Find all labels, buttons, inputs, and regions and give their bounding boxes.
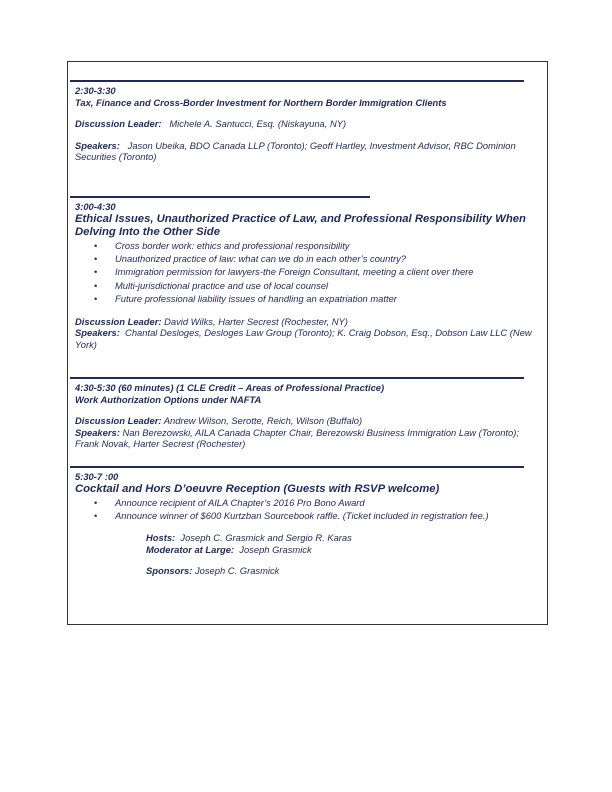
session-subtitle: Work Authorization Options under NAFTA: [75, 393, 262, 405]
leader-label: Discussion Leader: [75, 415, 159, 426]
section-divider: [70, 80, 524, 82]
list-item: • Announce recipient of AILA Chapter’s 2016 Pro Bono Award: [115, 496, 541, 509]
session-tax-finance: [75, 85, 541, 163]
speakers-label: Speakers: [75, 327, 117, 339]
hosts-value: Joseph C. Grasmick and Sergio R. Karas: [180, 532, 352, 544]
moderator-label: Moderator at Large:: [146, 543, 235, 555]
list-item: • Multi-jurisdictional practice and use of local counsel: [115, 279, 541, 292]
session-reception: [75, 471, 541, 577]
leader-value: Andrew Wilson, Serotte, Reich, Wilson (Buffalo): [163, 415, 363, 426]
leader-label: Discussion Leader: [75, 118, 159, 129]
speakers-label: Speakers: [75, 139, 117, 151]
session-work-authorization: [75, 382, 541, 450]
topic-list: [75, 239, 541, 306]
session-time-title: 4:30-5:30 (60 minutes) (1 CLE Credit – Areas of Professional Practice): [75, 382, 385, 393]
hosts: [75, 532, 541, 544]
speakers-value: Chantal Desloges, Desloges Law Group (Toronto); K. Craig Dobson, Esq., Dobson Law LLC (New York): [75, 327, 532, 350]
speakers: Speakers: Nan Berezowski, AILA Canada Chapter Chair, Berezowski Business Immigration Law (Toronto); Frank Novak, Harter Secrest (Rochester): [75, 426, 519, 449]
leader-label: Discussion Leader: [75, 315, 159, 327]
list-item: • Immigration permission for lawyers-the Foreign Consultant, meeting a client over there: [115, 265, 541, 278]
speakers: Speakers: Chantal Desloges, Desloges Law Group (Toronto); K. Craig Dobson, Esq., Dobson Law LLC (New York): [75, 327, 532, 350]
session-ethics: [75, 201, 541, 350]
speakers-value: Nan Berezowski, AILA Canada Chapter Chair, Berezowski Business Immigration Law (Toronto); Frank Novak, Harter Secrest (Rochester): [75, 426, 519, 449]
session-time: 5:30-7 :00: [75, 471, 119, 482]
speakers-value: Jason Ubeika, BDO Canada LLP (Toronto); Geoff Hartley, Investment Advisor, RBC Dominion Securities (Toronto): [75, 139, 516, 162]
list-item: • Unauthorized practice of law: what can we do in each other’s country?: [115, 252, 541, 265]
hosts-label: Hosts:: [146, 532, 176, 544]
announcement-list: [75, 496, 541, 523]
section-divider: [70, 377, 524, 379]
speakers: Speakers: Jason Ubeika, BDO Canada LLP (Toronto); Geoff Hartley, Investment Advisor, RBC Dominion Securities (Toronto): [75, 139, 516, 162]
session-time: 2:30-3:30: [75, 85, 116, 96]
section-divider: [70, 196, 370, 198]
sponsors-value: Joseph C. Grasmick: [194, 565, 280, 577]
discussion-leader: Discussion Leader: David Wilks, Harter Secrest (Rochester, NY): [75, 315, 348, 327]
session-title: Ethical Issues, Unauthorized Practice of Law, and Professional Responsibility When Delving Into the Other Side: [75, 212, 526, 238]
sponsors-label: Sponsors:: [146, 565, 193, 577]
speakers-label: Speakers: [75, 426, 117, 438]
list-item: • Future professional liability issues of handling an expatriation matter: [115, 292, 541, 305]
session-title: Cocktail and Hors D’oeuvre Reception (Guests with RSVP welcome): [75, 482, 440, 495]
moderator: [75, 544, 541, 556]
leader-value: David Wilks, Harter Secrest (Rochester, NY): [164, 315, 348, 327]
list-item: • Announce winner of $600 Kurtzban Sourcebook raffle. (Ticket included in registration fee.): [115, 509, 541, 522]
session-time: 3:00-4:30: [75, 201, 116, 212]
sponsors: [75, 565, 541, 577]
discussion-leader: Discussion Leader: Michele A. Santucci, Esq. (Niskayuna, NY): [75, 118, 347, 129]
list-item: • Cross border work: ethics and professional responsibility: [115, 239, 541, 252]
moderator-value: Joseph Grasmick: [239, 543, 312, 555]
leader-value: Michele A. Santucci, Esq. (Niskayuna, NY): [169, 118, 347, 129]
section-divider: [70, 466, 524, 468]
discussion-leader: Discussion Leader: Andrew Wilson, Serotte, Reich, Wilson (Buffalo): [75, 415, 363, 426]
session-title: Tax, Finance and Cross-Border Investment for Northern Border Immigration Clients: [75, 96, 447, 108]
